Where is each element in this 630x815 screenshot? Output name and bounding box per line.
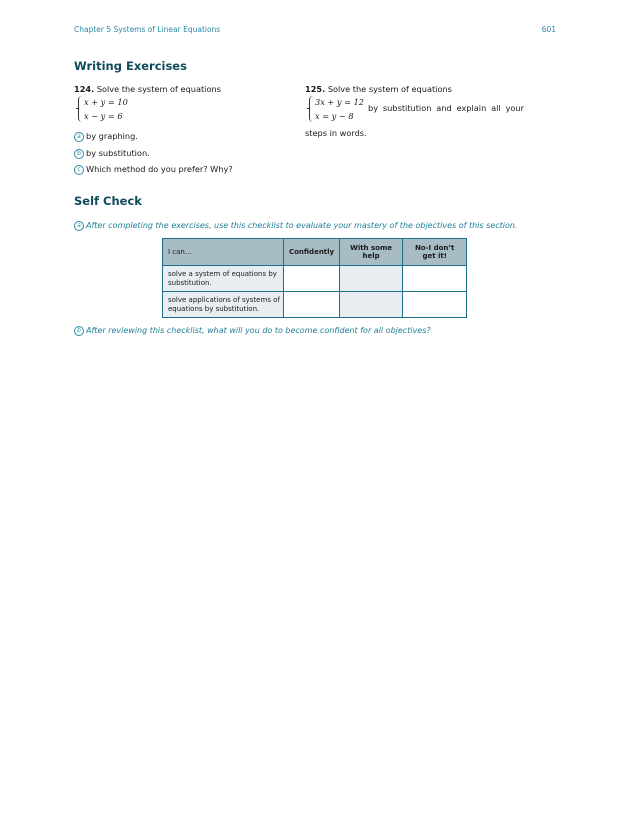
checkbox-cell[interactable] [284, 292, 339, 318]
self-check-heading: Self Check [74, 194, 142, 208]
exercise-124 [74, 84, 294, 123]
letter-a-icon: a [74, 132, 84, 142]
checkbox-cell[interactable] [339, 266, 403, 292]
equation-system [78, 95, 294, 123]
equation: x + y = 10 [84, 97, 128, 107]
exercise-number: 124. [74, 84, 95, 94]
page-number: 601 [541, 25, 556, 34]
exercise-text: by substitution and explain all your [368, 103, 524, 113]
letter-b-icon: b [74, 149, 84, 159]
table-row [163, 266, 467, 292]
writing-exercises-heading: Writing Exercises [74, 59, 187, 73]
column-header: No-I don’t get it! [403, 239, 467, 266]
running-header-chapter: Chapter 5 Systems of Linear Equations [74, 25, 221, 34]
option-b: b by substitution. [74, 148, 150, 159]
exercise-125 [305, 84, 525, 139]
table-cell: solve applications of systems of equations by substitution. [163, 292, 284, 318]
exercise-prompt: Solve the system of equations [96, 84, 221, 94]
equation: x = y − 8 [315, 111, 354, 121]
exercise-number: 125. [305, 84, 326, 94]
option-c: c Which method do you prefer? Why? [74, 164, 233, 175]
checkbox-cell[interactable] [403, 266, 467, 292]
equation: x − y = 6 [84, 111, 123, 121]
table-cell: solve a system of equations by substitution. [163, 266, 284, 292]
brace-symbol [78, 96, 83, 122]
column-header: Confidently [284, 239, 339, 266]
letter-b-icon: b [74, 326, 84, 336]
column-header: With some help [339, 239, 403, 266]
letter-a-icon: a [74, 221, 84, 231]
table-row [163, 292, 467, 318]
checkbox-cell[interactable] [403, 292, 467, 318]
brace-symbol [309, 96, 314, 122]
table-header-row [163, 239, 467, 266]
equation: 3x + y = 12 [315, 97, 365, 107]
letter-c-icon: c [74, 165, 84, 175]
exercise-text: steps in words. [305, 128, 367, 138]
option-a: a by graphing. [74, 131, 138, 142]
self-check-instruction-a: a After completing the exercises, use this checklist to evaluate your mastery of the objectives of this section. [74, 221, 517, 231]
exercise-prompt: Solve the system of equations [327, 84, 452, 94]
column-header: I can… [163, 239, 284, 266]
equation-system [309, 95, 364, 123]
self-check-table [162, 238, 467, 318]
self-check-instruction-b: b After reviewing this checklist, what will you do to become confident for all objectives? [74, 326, 431, 336]
checkbox-cell[interactable] [284, 266, 339, 292]
checkbox-cell[interactable] [339, 292, 403, 318]
